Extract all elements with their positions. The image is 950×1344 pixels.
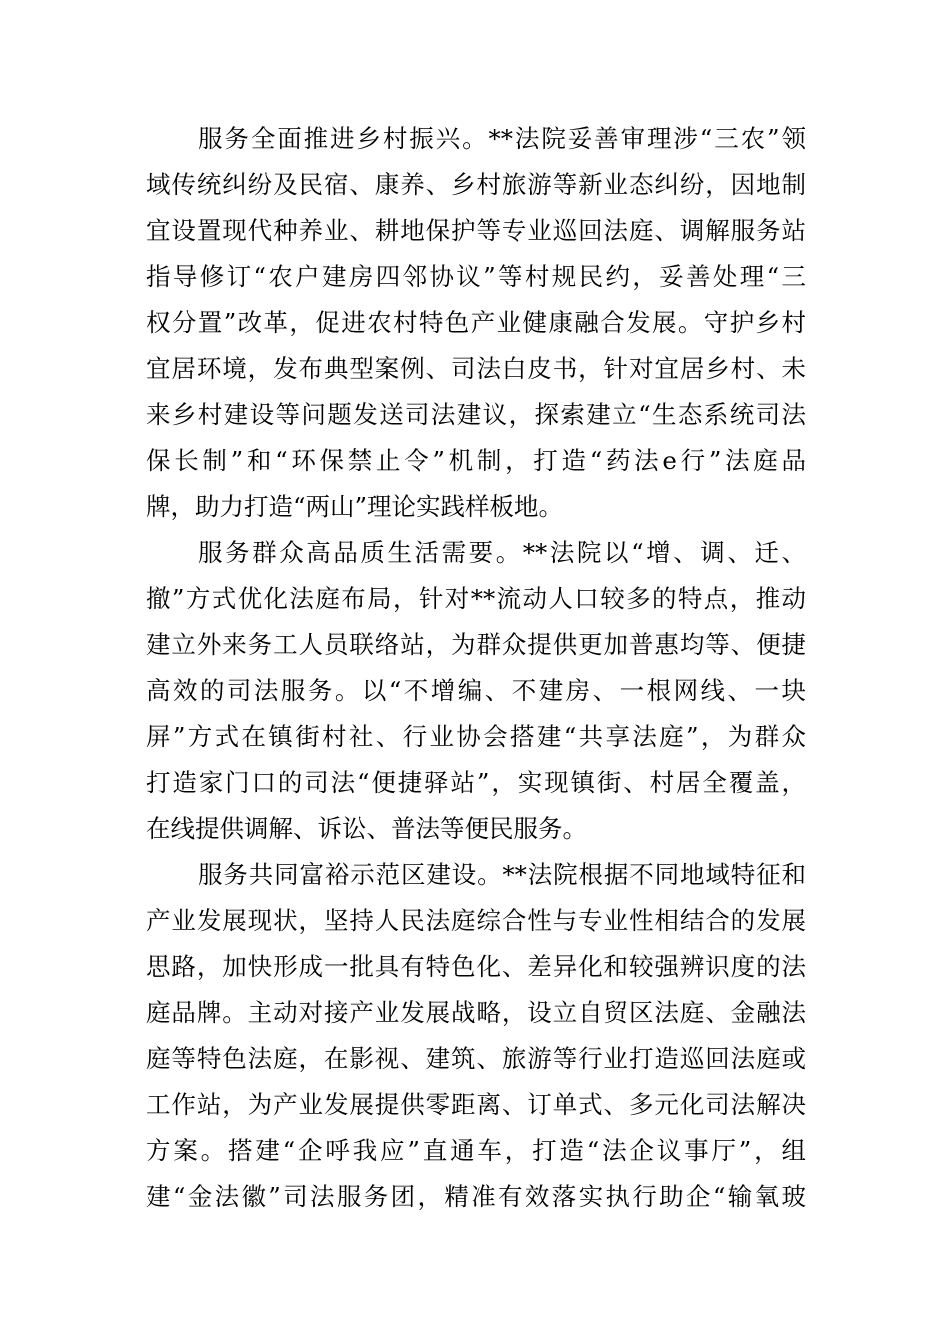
text-line: 服务全面推进乡村振兴。**法院妥善审理涉“三农”领 (198, 124, 806, 153)
text-line: 宜设置现代种养业、耕地保护等专业巡回法庭、调解服务站 (146, 216, 806, 245)
text-line: 打造家门口的司法“便捷驿站”，实现镇街、村居全覆盖， (146, 768, 806, 797)
text-line: 保长制”和“环保禁止令”机制，打造“药法e行”法庭品 (146, 446, 806, 475)
text-line: 庭等特色法庭，在影视、建筑、旅游等行业打造巡回法庭或 (146, 1044, 806, 1073)
paragraph-quality-life (146, 530, 806, 852)
text-line: 来乡村建设等问题发送司法建议，探索建立“生态系统司法 (146, 400, 806, 429)
text-line: 服务群众高品质生活需要。**法院以“增、调、迁、 (198, 538, 806, 567)
text-line: 宜居环境，发布典型案例、司法白皮书，针对宜居乡村、未 (146, 354, 806, 383)
text-line: 权分置”改革，促进农村特色产业健康融合发展。守护乡村 (146, 308, 806, 337)
text-line: 撤”方式优化法庭布局，针对**流动人口较多的特点，推动 (146, 584, 806, 613)
text-line: 域传统纠纷及民宿、康养、乡村旅游等新业态纠纷，因地制 (146, 170, 806, 199)
text-line: 庭品牌。主动对接产业发展战略，设立自贸区法庭、金融法 (146, 998, 806, 1027)
text-line: 方案。搭建“企呼我应”直通车，打造“法企议事厅”，组 (146, 1136, 806, 1165)
text-line: 思路，加快形成一批具有特色化、差异化和较强辨识度的法 (146, 952, 806, 981)
paragraph-rural-revitalization (146, 116, 806, 530)
text-line: 服务共同富裕示范区建设。**法院根据不同地域特征和 (198, 860, 806, 889)
text-line: 指导修订“农户建房四邻协议”等村规民约，妥善处理“三 (146, 262, 806, 291)
text-line: 建“金法徽”司法服务团，精准有效落实执行助企“输氧玻 (146, 1182, 806, 1211)
text-line: 产业发展现状，坚持人民法庭综合性与专业性相结合的发展 (146, 906, 806, 935)
text-line: 工作站，为产业发展提供零距离、订单式、多元化司法解决 (146, 1090, 806, 1119)
text-line: 在线提供调解、诉讼、普法等便民服务。 (146, 814, 587, 843)
paragraph-common-prosperity (146, 852, 806, 1220)
text-line: 高效的司法服务。以“不增编、不建房、一根网线、一块 (146, 676, 806, 705)
document-body (146, 116, 806, 1220)
text-line: 建立外来务工人员联络站，为群众提供更加普惠均等、便捷 (146, 630, 806, 659)
text-line: 牌，助力打造“两山”理论实践样板地。 (146, 492, 564, 521)
text-line: 屏”方式在镇街村社、行业协会搭建“共享法庭”，为群众 (146, 722, 806, 751)
